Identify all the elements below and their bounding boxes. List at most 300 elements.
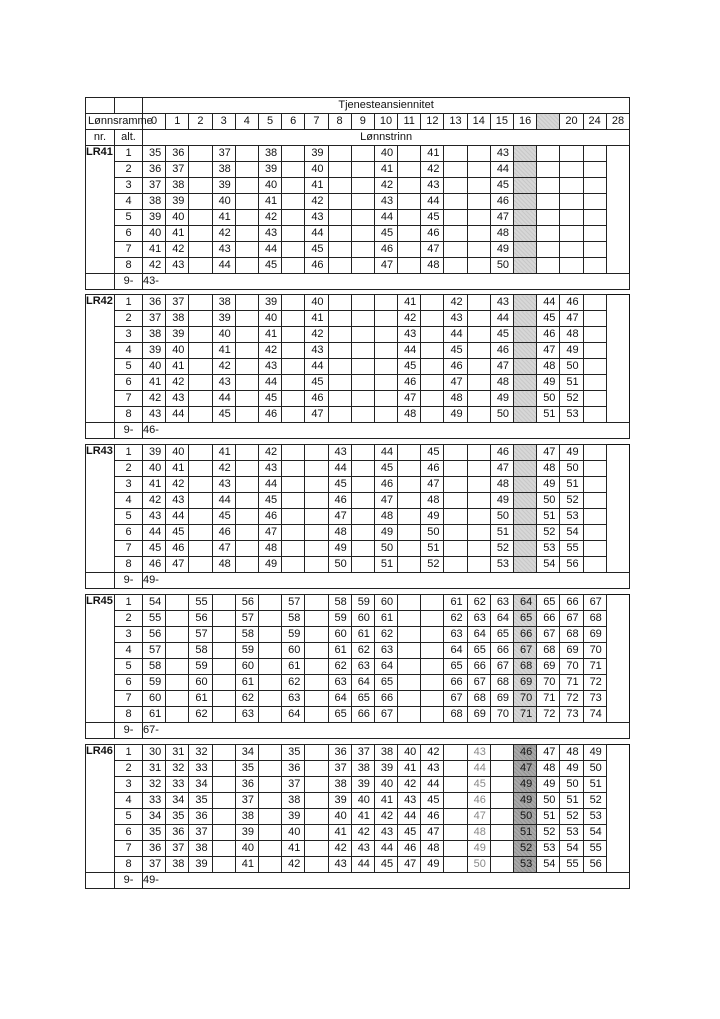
salary-step-cell [305, 509, 328, 525]
alt-number: 4 [115, 493, 143, 509]
salary-step-cell [583, 375, 606, 391]
salary-step-cell [444, 445, 467, 461]
header-lonnstrinn: Lønnstrinn [143, 130, 630, 146]
salary-step-cell: 48 [421, 841, 444, 857]
salary-step-cell [282, 210, 305, 226]
salary-step-cell [583, 146, 606, 162]
salary-step-cell: 70 [537, 675, 560, 691]
salary-step-cell [467, 375, 490, 391]
salary-step-cell: 67 [537, 627, 560, 643]
salary-step-cell: 35 [143, 146, 166, 162]
salary-step-cell [305, 611, 328, 627]
salary-step-cell: 43 [467, 745, 490, 761]
salary-step-cell [235, 541, 258, 557]
salary-step-cell [444, 258, 467, 274]
salary-step-cell [305, 809, 328, 825]
header-column-20: 20 [560, 114, 583, 130]
salary-step-cell: 56 [583, 857, 606, 873]
table-row [86, 258, 630, 274]
salary-step-cell: 41 [374, 793, 397, 809]
footer-empty [86, 723, 115, 739]
salary-step-cell: 46 [421, 461, 444, 477]
salary-step-cell [282, 146, 305, 162]
salary-step-cell: 62 [282, 675, 305, 691]
table-row [86, 210, 630, 226]
header-column-13: 13 [444, 114, 467, 130]
salary-step-cell [467, 194, 490, 210]
salary-step-cell [305, 493, 328, 509]
salary-step-cell [305, 793, 328, 809]
salary-step-cell [467, 242, 490, 258]
table-row [86, 461, 630, 477]
salary-step-cell: 46 [143, 557, 166, 573]
alt-number: 7 [115, 242, 143, 258]
salary-step-cell: 50 [328, 557, 351, 573]
salary-step-cell [398, 146, 421, 162]
footer-alt: 9- [115, 274, 143, 290]
salary-step-cell [560, 162, 583, 178]
salary-step-cell [421, 691, 444, 707]
salary-step-cell [189, 375, 212, 391]
salary-step-cell [560, 242, 583, 258]
footer-empty [86, 423, 115, 439]
salary-step-cell [351, 525, 374, 541]
salary-step-cell: 52 [560, 493, 583, 509]
salary-step-cell: 52 [560, 391, 583, 407]
salary-step-cell: 35 [143, 825, 166, 841]
header-column-0: 0 [143, 114, 166, 130]
salary-step-cell: 63 [374, 643, 397, 659]
salary-step-cell: 44 [258, 242, 281, 258]
scale-number: LR45 [86, 595, 115, 723]
salary-step-cell: 65 [537, 595, 560, 611]
salary-step-cell [351, 178, 374, 194]
salary-step-cell: 45 [305, 242, 328, 258]
table-row [86, 146, 630, 162]
salary-step-cell [328, 343, 351, 359]
salary-step-cell [583, 242, 606, 258]
salary-step-cell: 49 [444, 407, 467, 423]
salary-step-cell: 45 [421, 210, 444, 226]
salary-step-cell: 40 [258, 178, 281, 194]
salary-step-cell: 44 [398, 809, 421, 825]
header-column-7: 7 [305, 114, 328, 130]
salary-step-cell [235, 311, 258, 327]
table-row [86, 659, 630, 675]
salary-step-cell: 43 [212, 242, 235, 258]
salary-step-cell: 65 [351, 691, 374, 707]
salary-step-cell [467, 541, 490, 557]
salary-step-cell: 44 [421, 194, 444, 210]
salary-step-cell: 51 [583, 777, 606, 793]
salary-step-cell: 45 [328, 477, 351, 493]
salary-step-cell: 46 [490, 343, 513, 359]
salary-step-cell: 51 [514, 825, 537, 841]
salary-step-cell [514, 295, 537, 311]
salary-step-cell: 47 [328, 509, 351, 525]
salary-step-cell: 70 [514, 691, 537, 707]
salary-step-cell [282, 242, 305, 258]
table-row [86, 809, 630, 825]
salary-step-cell [305, 745, 328, 761]
salary-step-cell [189, 295, 212, 311]
salary-step-cell: 61 [374, 611, 397, 627]
salary-step-cell: 39 [212, 311, 235, 327]
salary-step-cell: 45 [490, 327, 513, 343]
alt-number: 8 [115, 407, 143, 423]
salary-step-cell: 54 [560, 525, 583, 541]
salary-step-cell: 46 [212, 525, 235, 541]
salary-step-cell [235, 557, 258, 573]
salary-step-cell [305, 691, 328, 707]
salary-step-cell [583, 391, 606, 407]
salary-step-cell: 48 [212, 557, 235, 573]
salary-step-cell [282, 445, 305, 461]
salary-step-cell: 45 [143, 541, 166, 557]
footer-alt: 9- [115, 873, 143, 889]
salary-step-cell: 40 [374, 146, 397, 162]
salary-step-cell [398, 445, 421, 461]
salary-step-cell [467, 162, 490, 178]
salary-step-cell [398, 242, 421, 258]
salary-table-lr46 [85, 744, 630, 889]
salary-step-cell: 40 [143, 226, 166, 242]
salary-step-cell: 52 [490, 541, 513, 557]
salary-step-cell [583, 210, 606, 226]
salary-step-cell: 36 [143, 841, 166, 857]
salary-step-cell: 49 [328, 541, 351, 557]
salary-step-cell: 43 [398, 327, 421, 343]
alt-number: 3 [115, 178, 143, 194]
salary-step-cell: 62 [351, 643, 374, 659]
salary-step-cell [305, 761, 328, 777]
salary-step-cell: 46 [421, 226, 444, 242]
salary-step-cell [444, 557, 467, 573]
salary-step-cell: 53 [560, 407, 583, 423]
salary-step-cell [351, 162, 374, 178]
salary-step-cell [467, 509, 490, 525]
alt-number: 1 [115, 445, 143, 461]
salary-step-cell: 69 [560, 643, 583, 659]
salary-step-cell: 37 [351, 745, 374, 761]
salary-step-cell: 42 [166, 242, 189, 258]
salary-step-cell: 39 [351, 777, 374, 793]
salary-step-cell: 49 [537, 777, 560, 793]
salary-step-cell: 50 [560, 359, 583, 375]
salary-step-cell [444, 178, 467, 194]
salary-step-cell [212, 777, 235, 793]
salary-step-cell: 50 [560, 461, 583, 477]
salary-step-cell [166, 659, 189, 675]
salary-step-cell: 58 [328, 595, 351, 611]
alt-number: 5 [115, 509, 143, 525]
salary-step-cell: 61 [444, 595, 467, 611]
salary-step-cell: 49 [258, 557, 281, 573]
salary-step-cell [212, 841, 235, 857]
salary-step-cell: 46 [560, 295, 583, 311]
salary-step-cell: 45 [444, 343, 467, 359]
salary-step-cell [351, 461, 374, 477]
salary-step-cell [351, 493, 374, 509]
salary-step-cell [328, 327, 351, 343]
salary-step-cell [282, 525, 305, 541]
salary-step-cell [514, 493, 537, 509]
table-row [86, 841, 630, 857]
salary-step-cell: 40 [282, 825, 305, 841]
salary-step-cell [258, 643, 281, 659]
salary-step-cell: 47 [421, 242, 444, 258]
salary-step-cell: 41 [258, 194, 281, 210]
salary-step-cell: 46 [374, 477, 397, 493]
salary-step-cell: 60 [235, 659, 258, 675]
salary-step-cell: 46 [305, 391, 328, 407]
salary-step-cell [351, 295, 374, 311]
salary-step-cell: 38 [374, 745, 397, 761]
salary-step-cell: 45 [166, 525, 189, 541]
salary-step-cell [398, 611, 421, 627]
salary-step-cell: 68 [560, 627, 583, 643]
salary-step-cell: 59 [282, 627, 305, 643]
salary-step-cell [189, 343, 212, 359]
salary-step-cell: 45 [467, 777, 490, 793]
salary-step-cell: 39 [282, 809, 305, 825]
salary-step-cell: 46 [490, 445, 513, 461]
salary-step-cell: 39 [143, 445, 166, 461]
footer-value: 49- [143, 573, 630, 589]
salary-step-cell [305, 707, 328, 723]
salary-step-cell: 60 [143, 691, 166, 707]
salary-step-cell: 42 [444, 295, 467, 311]
salary-step-cell [444, 841, 467, 857]
header-column-3: 3 [212, 114, 235, 130]
salary-step-cell [444, 242, 467, 258]
salary-step-cell: 61 [282, 659, 305, 675]
alt-number: 8 [115, 857, 143, 873]
header-empty [86, 98, 115, 114]
salary-step-cell: 43 [143, 509, 166, 525]
salary-step-cell [305, 857, 328, 873]
salary-step-cell: 66 [514, 627, 537, 643]
salary-step-cell [189, 557, 212, 573]
salary-step-cell: 63 [444, 627, 467, 643]
salary-step-cell: 45 [258, 391, 281, 407]
salary-step-cell: 56 [235, 595, 258, 611]
salary-step-cell [514, 509, 537, 525]
salary-step-cell [560, 178, 583, 194]
salary-step-cell: 47 [421, 477, 444, 493]
scale-number: LR46 [86, 745, 115, 873]
salary-step-cell: 47 [467, 809, 490, 825]
salary-step-cell: 45 [374, 857, 397, 873]
salary-step-cell [189, 407, 212, 423]
salary-step-cell [444, 477, 467, 493]
salary-step-cell [305, 675, 328, 691]
salary-step-cell: 46 [421, 809, 444, 825]
salary-step-cell: 60 [328, 627, 351, 643]
salary-step-cell [560, 146, 583, 162]
salary-step-cell [514, 146, 537, 162]
scale-number: LR43 [86, 445, 115, 573]
alt-number: 3 [115, 327, 143, 343]
header-column-24: 24 [583, 114, 606, 130]
salary-step-cell: 68 [583, 611, 606, 627]
salary-step-cell: 44 [212, 391, 235, 407]
salary-step-cell [328, 210, 351, 226]
salary-step-cell [351, 258, 374, 274]
salary-step-cell: 44 [351, 857, 374, 873]
salary-step-cell: 41 [305, 311, 328, 327]
salary-step-cell [305, 627, 328, 643]
salary-step-cell [282, 557, 305, 573]
salary-table-lr41 [85, 97, 630, 290]
salary-step-cell: 31 [166, 745, 189, 761]
salary-step-cell [235, 295, 258, 311]
salary-step-cell [514, 359, 537, 375]
salary-step-cell: 41 [212, 343, 235, 359]
salary-step-cell: 41 [235, 857, 258, 873]
salary-step-cell: 39 [305, 146, 328, 162]
salary-step-cell [374, 311, 397, 327]
salary-step-cell: 67 [490, 659, 513, 675]
salary-step-cell: 67 [467, 675, 490, 691]
alt-number: 1 [115, 295, 143, 311]
salary-step-cell: 49 [374, 525, 397, 541]
table-row [86, 311, 630, 327]
salary-step-cell [235, 327, 258, 343]
salary-step-cell: 57 [189, 627, 212, 643]
salary-step-cell: 46 [537, 327, 560, 343]
salary-step-cell: 68 [467, 691, 490, 707]
salary-step-cell: 39 [212, 178, 235, 194]
salary-step-cell: 43 [351, 841, 374, 857]
salary-step-cell: 50 [537, 391, 560, 407]
salary-step-cell [444, 509, 467, 525]
salary-step-cell: 44 [490, 311, 513, 327]
salary-step-cell: 65 [467, 643, 490, 659]
salary-step-cell: 47 [258, 525, 281, 541]
salary-step-cell: 49 [467, 841, 490, 857]
salary-step-cell [444, 777, 467, 793]
salary-step-cell [189, 477, 212, 493]
salary-step-cell: 55 [143, 611, 166, 627]
salary-step-cell: 58 [189, 643, 212, 659]
salary-step-cell: 44 [305, 359, 328, 375]
salary-step-cell: 38 [328, 777, 351, 793]
header-column-11: 11 [398, 114, 421, 130]
salary-step-cell [444, 745, 467, 761]
salary-step-cell [282, 194, 305, 210]
salary-step-cell: 47 [490, 210, 513, 226]
salary-step-cell: 64 [374, 659, 397, 675]
salary-step-cell [444, 525, 467, 541]
salary-step-cell [212, 691, 235, 707]
salary-step-cell: 48 [537, 359, 560, 375]
salary-step-cell: 54 [537, 857, 560, 873]
header-alt: alt. [115, 130, 143, 146]
salary-step-cell: 39 [189, 857, 212, 873]
salary-step-cell: 53 [537, 841, 560, 857]
table-row [86, 477, 630, 493]
salary-step-cell [490, 857, 513, 873]
alt-number: 1 [115, 595, 143, 611]
alt-number: 4 [115, 194, 143, 210]
salary-step-cell [398, 707, 421, 723]
salary-step-cell: 33 [143, 793, 166, 809]
salary-step-cell: 41 [258, 327, 281, 343]
salary-step-cell: 64 [514, 595, 537, 611]
salary-step-cell [467, 178, 490, 194]
header-column-2: 2 [189, 114, 212, 130]
salary-step-cell: 66 [374, 691, 397, 707]
salary-step-cell [166, 627, 189, 643]
salary-step-cell: 52 [583, 793, 606, 809]
salary-step-cell: 48 [328, 525, 351, 541]
salary-step-cell [282, 327, 305, 343]
salary-step-cell [537, 258, 560, 274]
salary-step-cell: 50 [490, 509, 513, 525]
salary-step-cell: 52 [560, 809, 583, 825]
salary-step-cell: 31 [143, 761, 166, 777]
salary-step-cell: 61 [328, 643, 351, 659]
salary-step-cell: 63 [328, 675, 351, 691]
salary-step-cell: 46 [374, 242, 397, 258]
salary-step-cell [305, 595, 328, 611]
salary-step-cell: 43 [374, 194, 397, 210]
salary-step-cell: 41 [166, 359, 189, 375]
salary-step-cell [398, 659, 421, 675]
salary-step-cell: 71 [514, 707, 537, 723]
alt-number: 1 [115, 745, 143, 761]
footer-alt: 9- [115, 423, 143, 439]
salary-step-cell: 62 [467, 595, 490, 611]
salary-step-cell: 46 [258, 407, 281, 423]
salary-step-cell: 49 [421, 509, 444, 525]
salary-step-cell: 66 [490, 643, 513, 659]
salary-step-cell: 59 [235, 643, 258, 659]
salary-step-cell: 54 [560, 841, 583, 857]
salary-step-cell: 46 [305, 258, 328, 274]
salary-step-cell: 43 [258, 359, 281, 375]
salary-step-cell: 62 [444, 611, 467, 627]
salary-step-cell [328, 359, 351, 375]
salary-step-cell [166, 611, 189, 627]
salary-step-cell: 57 [143, 643, 166, 659]
salary-step-cell [490, 761, 513, 777]
salary-step-cell [166, 595, 189, 611]
salary-step-cell: 65 [490, 627, 513, 643]
table-row [86, 525, 630, 541]
salary-step-cell: 49 [560, 761, 583, 777]
alt-number: 6 [115, 375, 143, 391]
salary-step-cell [258, 691, 281, 707]
alt-number: 1 [115, 146, 143, 162]
salary-step-cell: 72 [560, 691, 583, 707]
salary-step-cell: 48 [490, 375, 513, 391]
salary-step-cell: 49 [490, 493, 513, 509]
salary-step-cell: 45 [490, 178, 513, 194]
salary-step-cell: 39 [328, 793, 351, 809]
salary-step-cell: 58 [235, 627, 258, 643]
salary-step-cell [537, 162, 560, 178]
table-row [86, 343, 630, 359]
salary-step-cell: 32 [189, 745, 212, 761]
salary-step-cell: 40 [166, 445, 189, 461]
salary-step-cell: 43 [166, 258, 189, 274]
salary-step-cell: 36 [166, 825, 189, 841]
salary-step-cell: 69 [514, 675, 537, 691]
salary-step-cell: 39 [258, 295, 281, 311]
table-row [86, 242, 630, 258]
